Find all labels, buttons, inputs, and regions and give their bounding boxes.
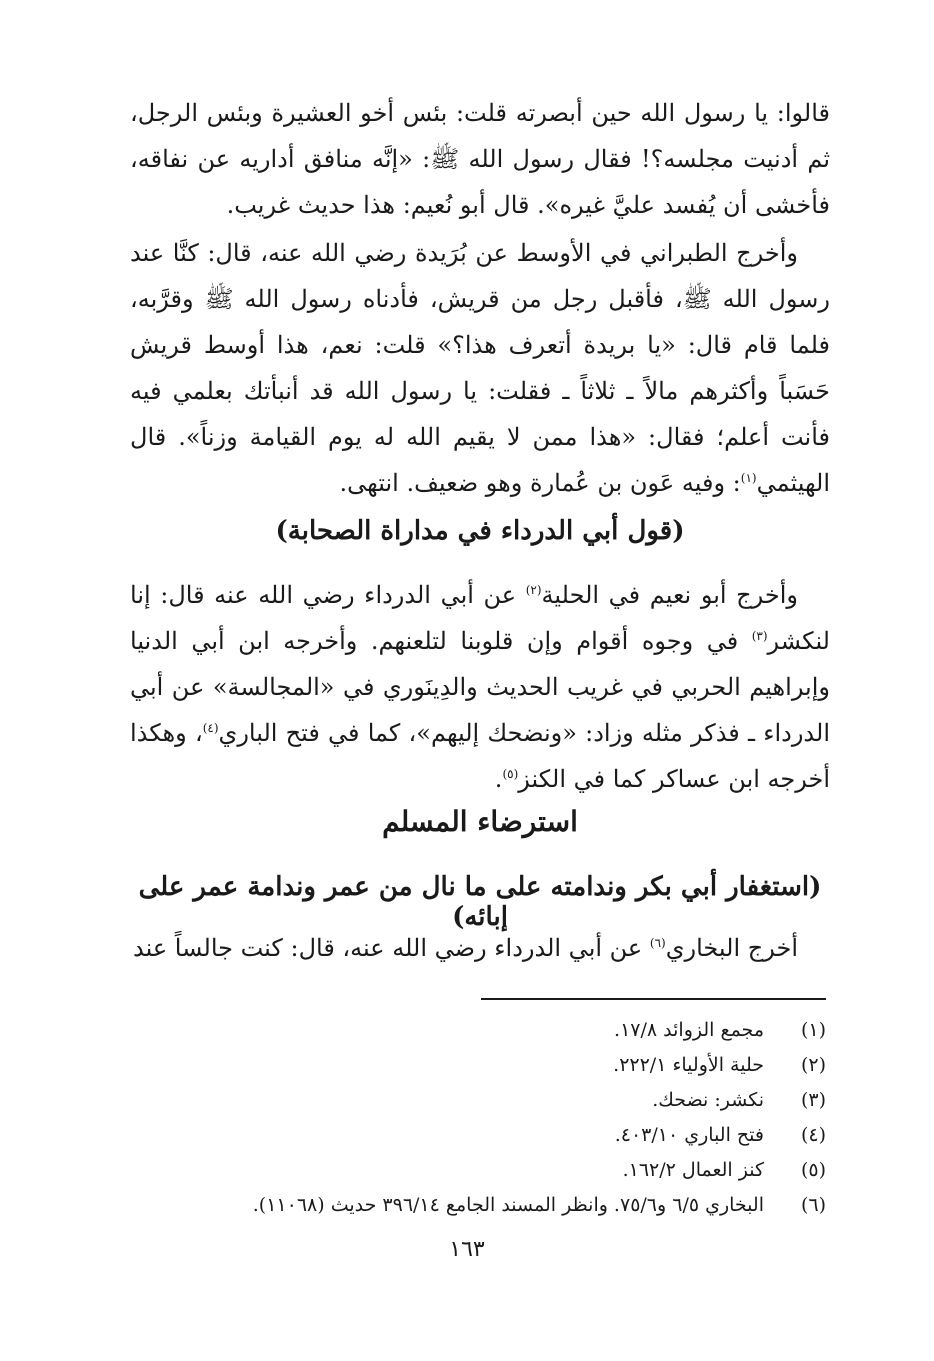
paragraph-4 <box>130 925 830 971</box>
paragraph-text: وأخرج الطبراني في الأوسط عن بُرَيدة رضي الله عنه، قال: كنَّا عند رسول الله ﷺ، فأقبل رجل من قريش، فأدناه رسول الله ﷺ وقرَّبه، فلما قام قال: «يا بريدة أتعرف هذا؟» قلت: نعم، هذا أوسط قريش حَسَباً وأكثرهم مالاً ـ ثلاثاً ـ فقلت: يا رسول الله قد أنبأتك بعلمي فيه فأنت أعلم؛ فقال: «هذا ممن لا يقيم الله له يوم القيامة وزناً». قال الهيثمي <box>130 239 830 497</box>
footnote-divider <box>481 998 826 1000</box>
footnote-text: كنز العمال ١٦٢/٢. <box>622 1159 764 1181</box>
footnote-item <box>106 1153 826 1188</box>
footnote-ref: (٣) <box>751 629 768 643</box>
footnote-text: فتح الباري ٤٠٣/١٠. <box>614 1124 764 1146</box>
paragraph-text: ، وهكذا أخرجه ابن عساكر كما في الكنز <box>130 719 830 793</box>
footnote-number: (١) <box>800 1019 826 1041</box>
footnote-ref: (٦) <box>649 936 666 950</box>
footnote-text: حلية الأولياء ٢٢٢/١. <box>613 1054 764 1076</box>
footnote-ref: (٥) <box>502 767 519 781</box>
footnote-item <box>106 1013 826 1048</box>
footnote-number: (٢) <box>800 1054 826 1076</box>
footnote-text: نكشر: نضحك. <box>652 1089 764 1111</box>
paragraph-text: : وفيه عَون بن عُمارة وهو ضعيف. انتهى. <box>339 469 741 497</box>
paragraph-text: عن أبي الدرداء رضي الله عنه، قال: كنت جالساً عند <box>133 934 650 962</box>
footnotes <box>106 1013 826 1223</box>
paragraph-text: أخرج البخاري <box>665 934 798 962</box>
footnote-item <box>106 1048 826 1083</box>
paragraph-1 <box>130 90 830 228</box>
paragraph-text: قالوا: يا رسول الله حين أبصرته قلت: بئس أخو العشيرة وبئس الرجل، ثم أدنيت مجلسه؟! فقال رسول الله ﷺ: «إنَّه منافق أداريه عن نفاقه، فأخشى أن يُفسد عليَّ غيره». قال أبو نُعيم: هذا حديث غريب. <box>130 99 830 219</box>
footnote-item <box>106 1188 826 1223</box>
footnote-number: (٣) <box>800 1089 826 1111</box>
section-heading: (قول أبي الدرداء في مداراة الصحابة) <box>275 516 685 546</box>
footnote-number: (٤) <box>800 1124 826 1146</box>
footnote-text: مجمع الزوائد ١٧/٨. <box>614 1019 764 1041</box>
paragraph-3 <box>130 572 830 802</box>
paragraph-text: وأخرج أبو نعيم في الحلية <box>541 581 798 609</box>
paragraph-text: . <box>494 765 503 793</box>
paragraph-text: عن أبي الدرداء رضي الله عنه قال: إنا لنكشر <box>130 581 830 655</box>
page-number: ١٦٣ <box>449 1237 485 1262</box>
footnote-ref: (٢) <box>525 583 542 597</box>
paragraph-2 <box>130 230 830 506</box>
footnote-item <box>106 1118 826 1153</box>
chapter-heading: استرضاء المسلم <box>382 805 578 838</box>
footnote-ref: (٤) <box>202 721 219 735</box>
paragraph-text: في وجوه أقوام وإن قلوبنا لتلعنهم. وأخرجه ابن أبي الدنيا وإبراهيم الحربي في غريب الحديث والدِينَوري في «المجالسة» عن أبي الدرداء ـ فذكر مثله وزاد: «ونضحك إليهم»، كما في فتح الباري <box>130 627 831 747</box>
section-heading: (استغفار أبي بكر وندامته على ما نال من عمر وندامة عمر على إبائه) <box>138 872 822 932</box>
footnote-text: البخاري ٦/٥ و٧٥/٦. وانظر المسند الجامع ٣٩٦/١٤ حديث (١١٠٦٨). <box>252 1194 764 1216</box>
footnote-item <box>106 1083 826 1118</box>
footnote-ref: (١) <box>740 471 757 485</box>
footnote-number: (٥) <box>800 1159 826 1181</box>
footnote-number: (٦) <box>800 1194 826 1216</box>
